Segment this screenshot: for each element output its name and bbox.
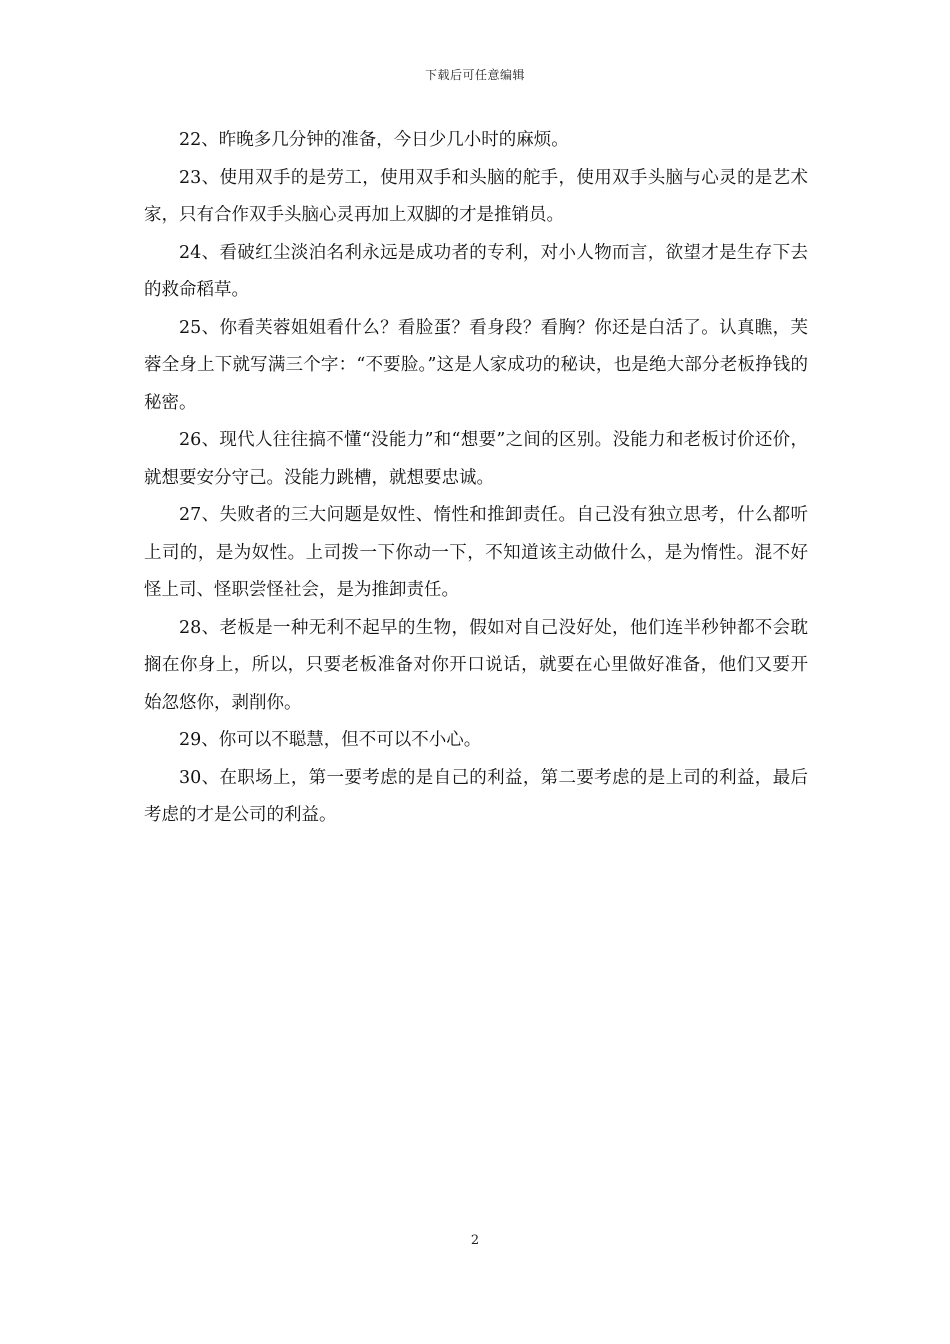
paragraph-28: 28、老板是一种无利不起早的生物，假如对自己没好处，他们连半秒钟都不会耽搁在你身上，所以，只要老板准备对你开口说话，就要在心里做好准备，他们又要开始忽悠你，剥削你。 <box>144 617 808 713</box>
paragraph-22: 22、昨晚多几分钟的准备，今日少几小时的麻烦。 <box>179 130 569 150</box>
paragraph-26: 26、现代人往往搞不懂“没能力”和“想要”之间的区别。没能力和老板讨价还价，就想要安分守己。没能力跳槽，就想要忠诚。 <box>144 430 808 488</box>
paragraph-29: 29、你可以不聪慧，但不可以不小心。 <box>179 730 482 750</box>
paragraph-25: 25、你看芙蓉姐姐看什么？看脸蛋？看身段？看胸？你还是白活了。认真瞧，芙蓉全身上下就写满三个字：“不要脸。”这是人家成功的秘诀，也是绝大部分老板挣钱的秘密。 <box>144 317 808 413</box>
paragraph-27: 27、失败者的三大问题是奴性、惰性和推卸责任。自己没有独立思考，什么都听上司的，是为奴性。上司拨一下你动一下，不知道该主动做什么，是为惰性。混不好怪上司、怪职尝怪社会，是为推卸责任。 <box>144 505 808 600</box>
paragraph-23: 23、使用双手的是劳工，使用双手和头脑的舵手，使用双手头脑与心灵的是艺术家，只有合作双手头脑心灵再加上双脚的才是推销员。 <box>144 167 808 225</box>
page-number: 2 <box>470 1233 480 1248</box>
document-body <box>144 122 808 835</box>
paragraph-30: 30、在职场上，第一要考虑的是自己的利益，第二要考虑的是上司的利益，最后考虑的才是公司的利益。 <box>144 767 808 825</box>
page-header: 下载后可任意编辑 <box>424 68 525 82</box>
paragraph-24: 24、看破红尘淡泊名利永远是成功者的专利，对小人物而言，欲望才是生存下去的救命稻草。 <box>144 242 808 300</box>
